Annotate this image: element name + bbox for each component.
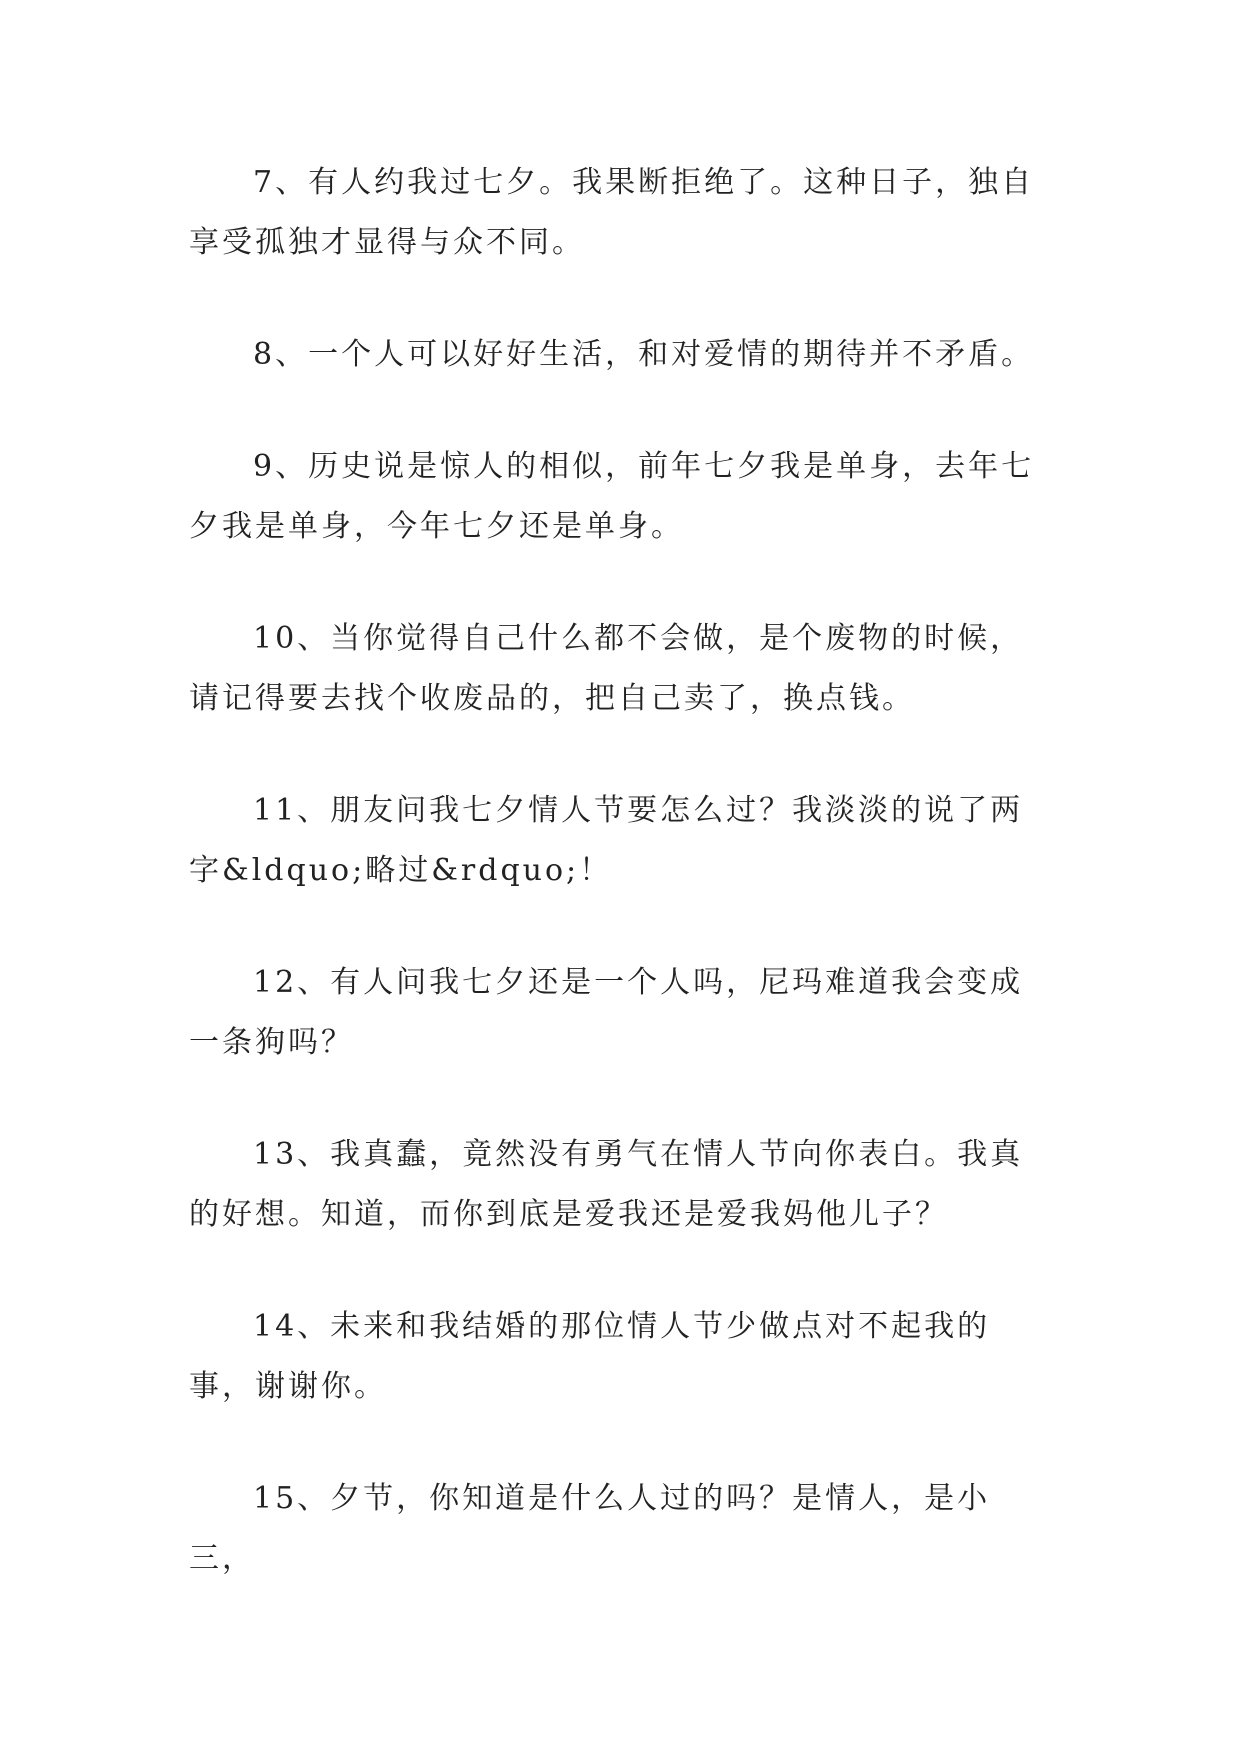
paragraph-15: 15、夕节，你知道是什么人过的吗？是情人，是小三， (189, 1481, 991, 1576)
paragraph-12: 12、有人问我七夕还是一个人吗，尼玛难道我会变成一条狗吗？ (189, 965, 1024, 1060)
paragraph-9: 9、历史说是惊人的相似，前年七夕我是单身，去年七夕我是单身，今年七夕还是单身。 (189, 449, 1035, 544)
paragraph-14: 14、未来和我结婚的那位情人节少做点对不起我的事，谢谢你。 (189, 1309, 991, 1404)
paragraph-10: 10、当你觉得自己什么都不会做，是个废物的时候，请记得要去找个收废品的，把自己卖了，换点钱。 (189, 621, 1024, 716)
paragraph-8: 8、一个人可以好好生活，和对爱情的期待并不矛盾。 (253, 337, 1035, 372)
paragraph-11: 11、朋友问我七夕情人节要怎么过？我淡淡的说了两字&ldquo;略过&rdquo;！ (189, 793, 1024, 888)
document-body (189, 153, 1053, 1641)
paragraph-7: 7、有人约我过七夕。我果断拒绝了。这种日子，独自享受孤独才显得与众不同。 (189, 165, 1035, 260)
paragraph-13: 13、我真蠢，竟然没有勇气在情人节向你表白。我真的好想。知道，而你到底是爱我还是爱我妈他儿子？ (189, 1137, 1024, 1232)
